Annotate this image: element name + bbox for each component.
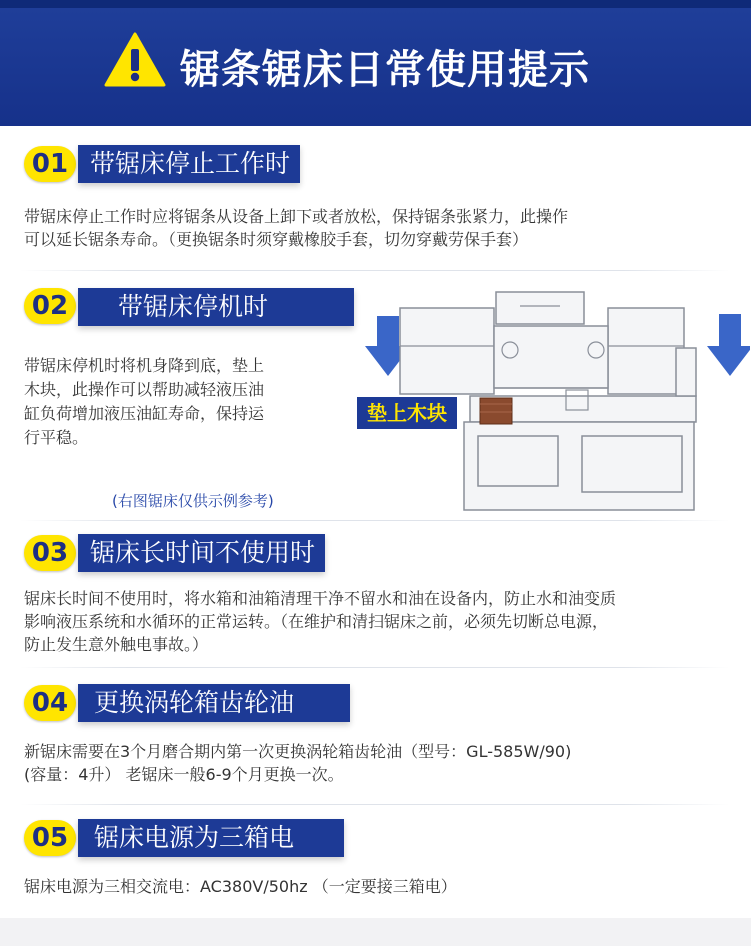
wood-block xyxy=(480,398,512,424)
section-title: 带锯床停止工作时 xyxy=(78,145,300,183)
wood-block-label: 垫上木块 xyxy=(357,397,457,429)
section-title: 带锯床停机时 xyxy=(78,288,354,326)
section-title: 锯床电源为三箱电 xyxy=(78,819,344,857)
section-divider xyxy=(20,520,730,521)
section-number-badge: 03 xyxy=(24,535,76,571)
page-header xyxy=(0,0,751,126)
page-title: 锯条锯床日常使用提示 xyxy=(180,47,590,93)
section-title: 锯床长时间不使用时 xyxy=(78,534,325,572)
section-number-badge: 01 xyxy=(24,146,76,182)
section-body-text: 锯床电源为三相交流电：AC380V/50hz （一定要接三箱电） xyxy=(24,877,457,896)
section-body-text: 带锯床停止工作时应将锯条从设备上卸下或者放松，保持锯条张紧力，此操作 可以延长锯条寿命。（更换锯条时须穿戴橡胶手套，切勿穿戴劳保手套） xyxy=(24,207,569,249)
section-divider xyxy=(20,667,730,668)
warning-triangle-icon xyxy=(104,32,166,88)
down-arrow-icon xyxy=(707,314,750,376)
image-caption: (右图锯床仅供示例参考) xyxy=(112,492,274,510)
section-divider xyxy=(20,804,730,805)
section-number-badge: 02 xyxy=(24,288,76,324)
section-divider xyxy=(20,270,730,271)
section-body-text: 锯床长时间不使用时，将水箱和油箱清理干净不留水和油在设备内，防止水和油变质 影响液压系统和水循环的正常运转。（在维护和清扫锯床之前，必须先切断总电源， 防止发生意外触电事故。） xyxy=(24,589,617,654)
section-number-badge: 04 xyxy=(24,685,76,721)
footer-band xyxy=(0,918,751,946)
section-title: 更换涡轮箱齿轮油 xyxy=(78,684,350,722)
section-body-text: 带锯床停机时将机身降到底，垫上 木块，此操作可以帮助减轻液压油 缸负荷增加液压油缸寿命，保持运 行平稳。 xyxy=(24,356,265,447)
section-body-text: 新锯床需要在3个月磨合期内第一次更换涡轮箱齿轮油（型号：GL-585W/90) (容量：4升） 老锯床一般6-9个月更换一次。 xyxy=(24,742,572,784)
section-number-badge: 05 xyxy=(24,820,76,856)
